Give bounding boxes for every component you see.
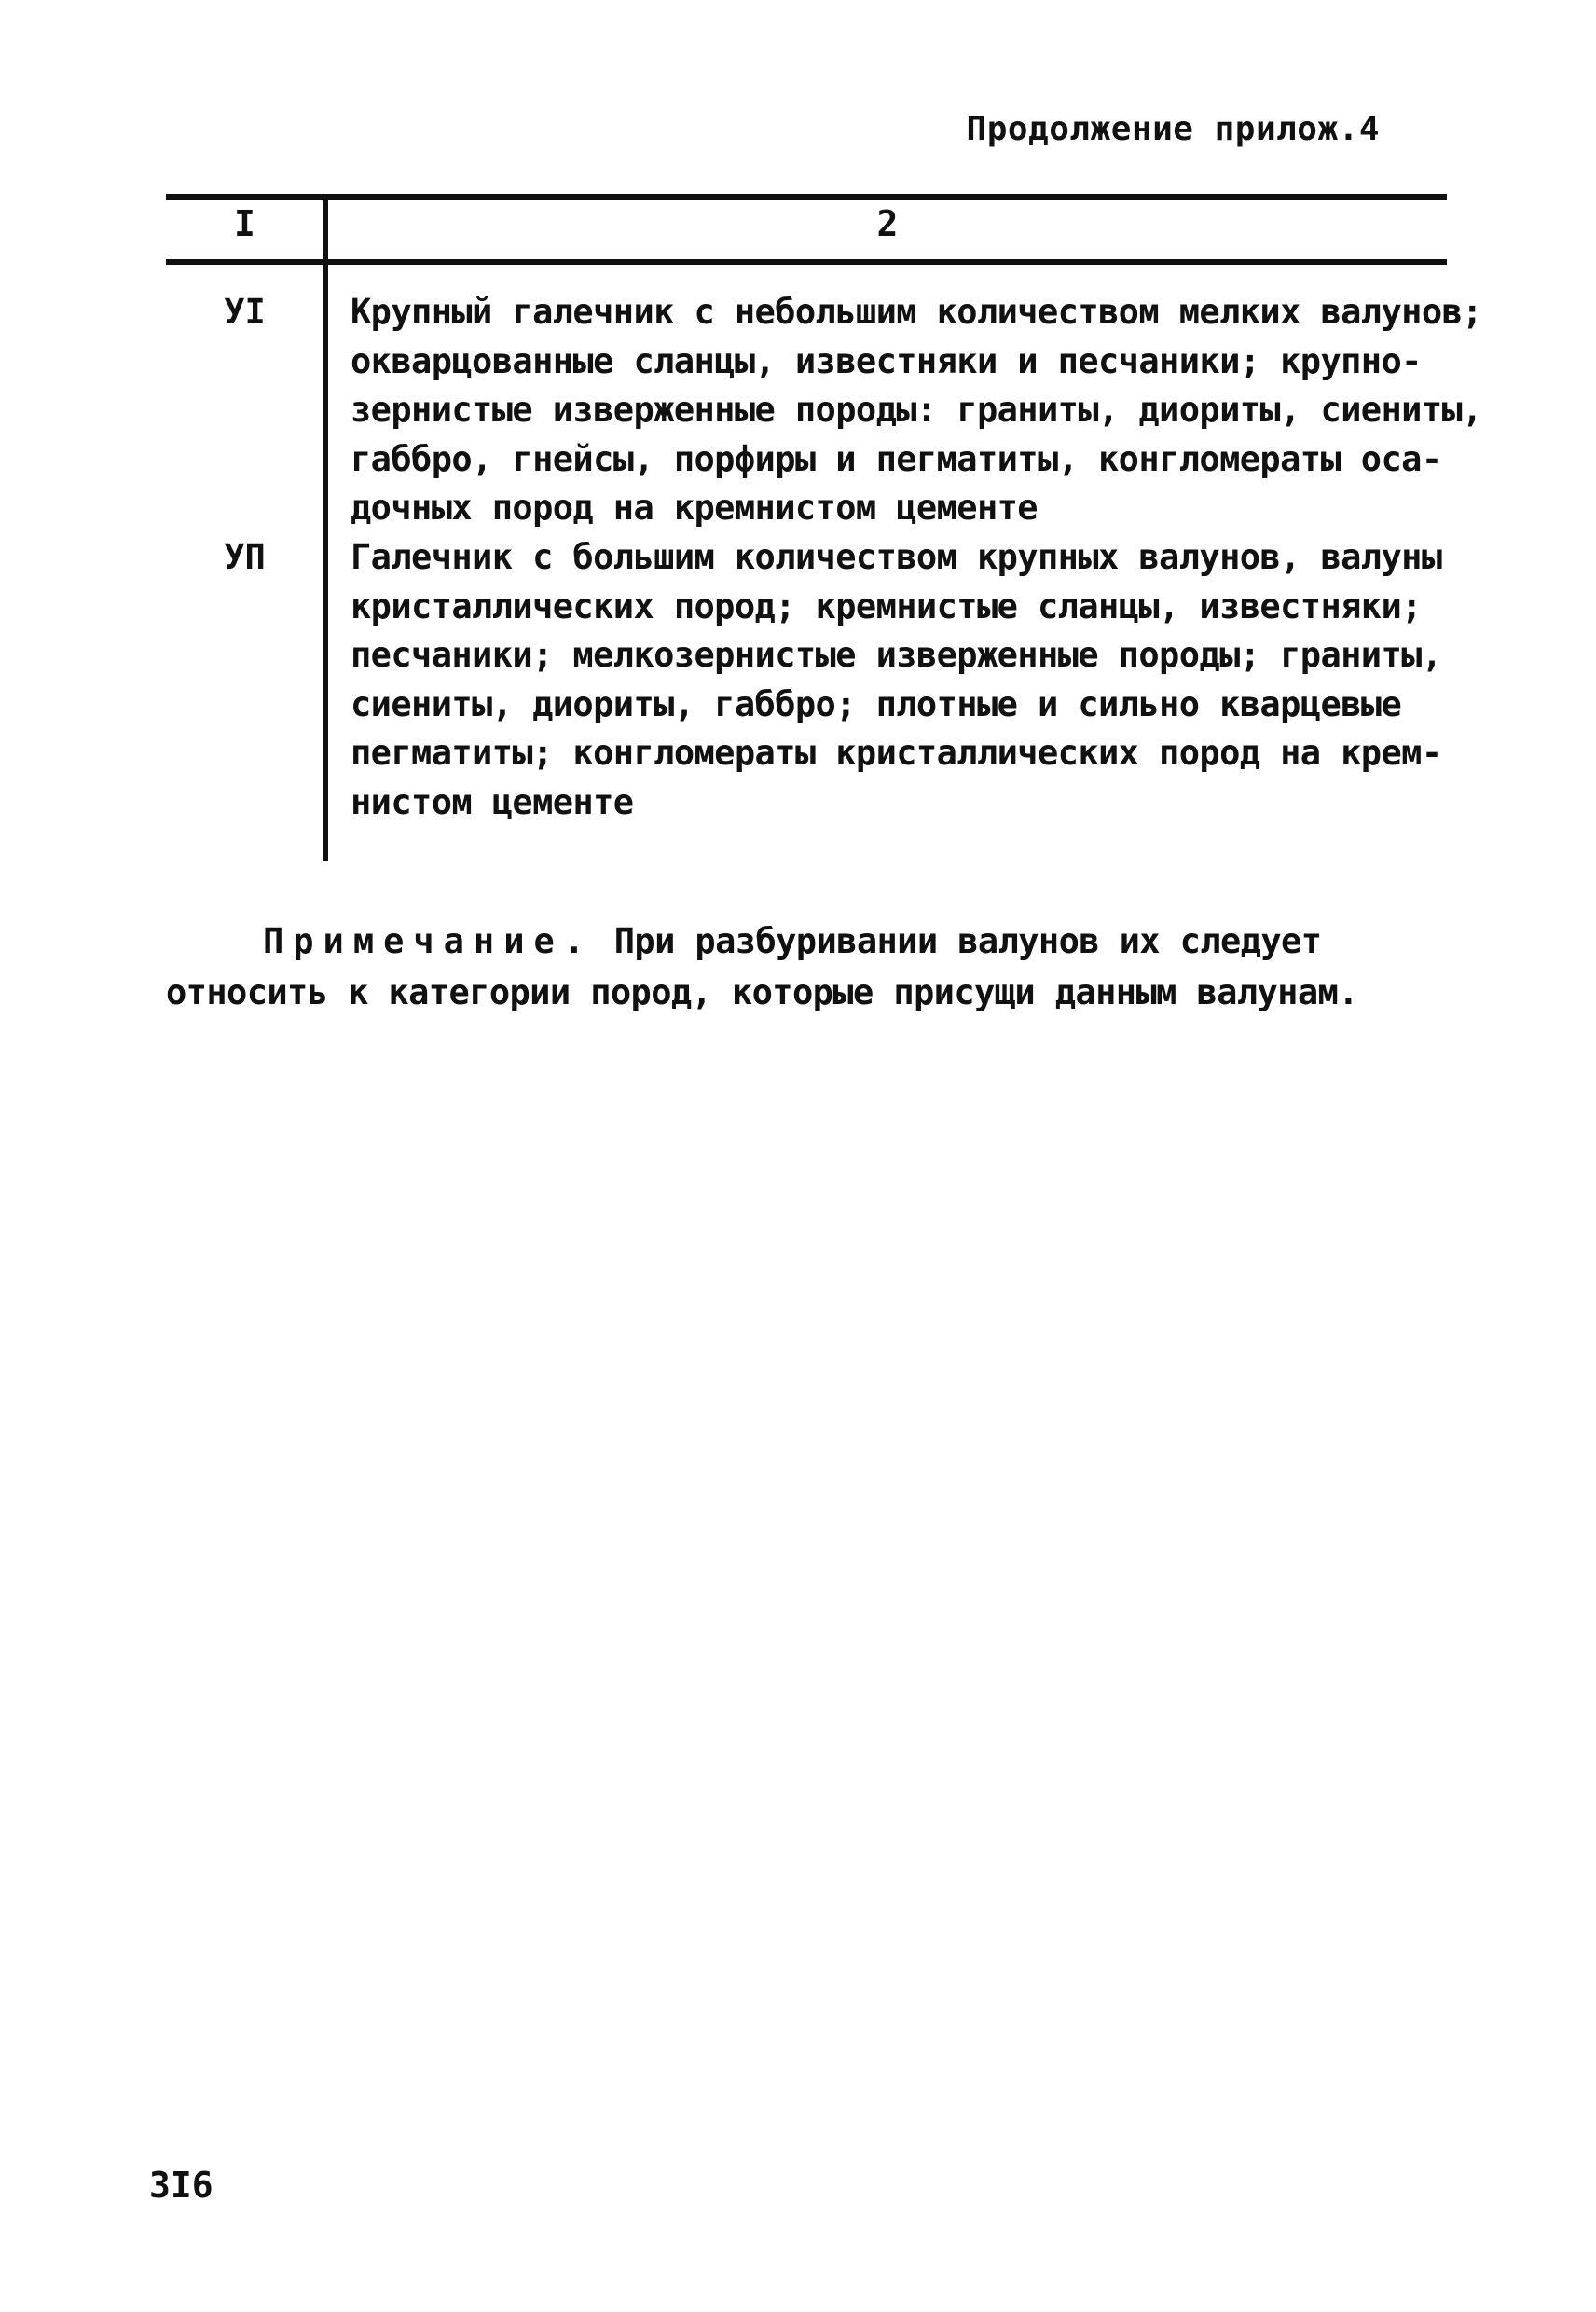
description-line: кристаллических пород; кремнистые сланцы, известняки; <box>351 585 1422 626</box>
category-description-vi <box>351 288 1482 533</box>
table-top-rule <box>166 194 1447 200</box>
description-line: нистом цементе <box>351 781 634 822</box>
description-line: дочных пород на кремнистом цементе <box>351 488 1038 528</box>
description-line: сиениты, диориты, габбро; плотные и сильно кварцевые <box>351 683 1402 724</box>
category-code-vii: УП <box>224 537 266 577</box>
table-column-divider <box>323 194 328 861</box>
description-line: зернистые изверженные породы: граниты, диориты, сиениты, <box>351 390 1482 430</box>
table-column-header-2: 2 <box>876 203 899 244</box>
table-header-rule <box>166 259 1447 265</box>
note-text: При разбуривании валунов их следует <box>594 921 1322 961</box>
continuation-header: Продолжение прилож.4 <box>966 110 1380 148</box>
description-line: пегматиты; конгломераты кристаллических пород на крем- <box>351 733 1442 773</box>
description-line: окварцованные сланцы, известняки и песчаники; крупно- <box>351 340 1422 381</box>
description-line: габбро, гнейсы, порфиры и пегматиты, конгломераты оса- <box>351 438 1442 479</box>
note-label: Примечание. <box>263 921 595 961</box>
description-line: Крупный галечник с небольшим количеством мелких валунов; <box>351 292 1482 332</box>
note-line-1 <box>166 915 1452 967</box>
table-column-header-1: I <box>234 203 255 244</box>
category-code-vi: УI <box>224 292 266 332</box>
note-line-2: относить к категории пород, которые присущи данным валунам. <box>166 972 1358 1012</box>
description-line: песчаники; мелкозернистые изверженные породы; граниты, <box>351 635 1442 675</box>
description-line: Галечник с большим количеством крупных валунов, валуны <box>351 537 1442 577</box>
category-description-vii <box>351 533 1451 827</box>
page-number: 3I6 <box>149 2165 213 2206</box>
note-paragraph <box>166 915 1452 1018</box>
